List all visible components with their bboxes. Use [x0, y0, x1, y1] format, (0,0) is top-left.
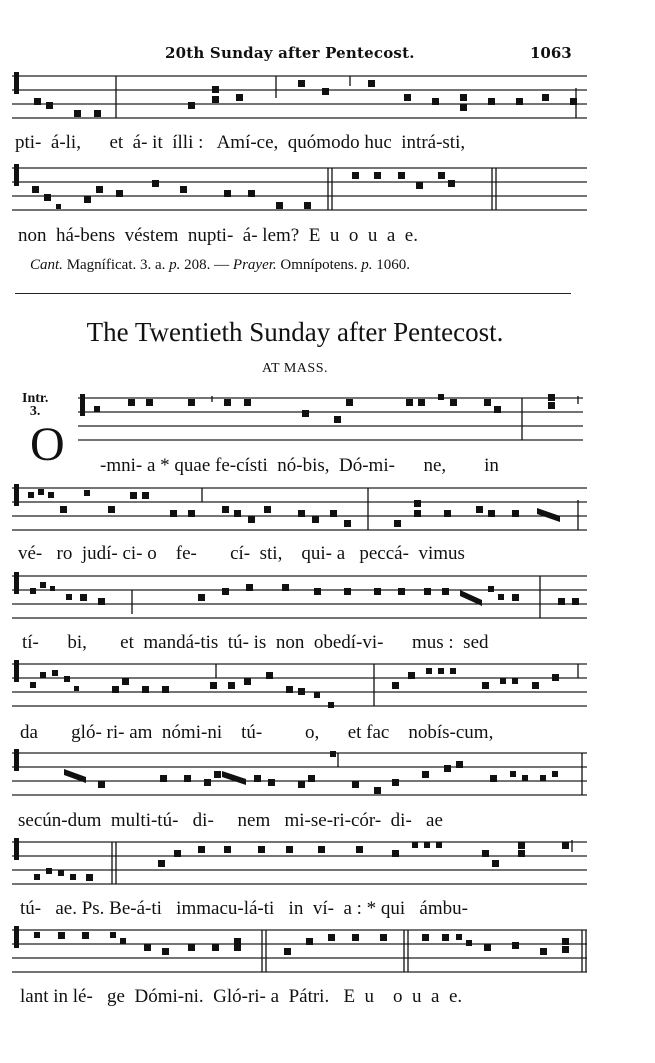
lyrics-line-6: da gló- ri- am nómi-ni tú- o, et fac nobís-cum,	[20, 722, 494, 743]
staff-5	[12, 568, 587, 628]
prayer-label: Prayer.	[232, 257, 277, 273]
initial-letter: O	[30, 418, 65, 471]
staff-4-neumes	[12, 480, 587, 540]
staff-2-neumes	[12, 160, 587, 220]
introit-text: Intr.	[22, 391, 49, 406]
staff-6-neumes	[12, 656, 587, 716]
introit-label	[22, 392, 48, 418]
cant-p: p.	[169, 257, 181, 273]
lyrics-line-8: tú- ae. Ps. Be-á-ti immacu-lá-ti in ví- a : * qui ámbu-	[20, 898, 468, 919]
running-header: 20th Sunday after Pentecost.	[165, 44, 415, 62]
prayer-page: 1060.	[372, 257, 410, 273]
lyrics-line-1: pti- á-li, et á- it ílli : Amí-ce, quómodo huc intrá-sti,	[15, 132, 466, 153]
cant-page: 208. —	[180, 257, 233, 273]
staff-1	[12, 68, 587, 128]
staff-3	[78, 390, 583, 450]
introit-mode: 3.	[29, 404, 41, 419]
staff-8-neumes	[12, 834, 587, 894]
staff-1-neumes	[12, 68, 587, 128]
lyrics-line-4: vé- ro judí- ci- o fe- cí- sti, qui- a peccá- vimus	[18, 543, 465, 564]
lyrics-line-7: secún-dum multi-tú- di- nem mi-se-ri-cór- di- ae	[18, 810, 443, 831]
cant-text: Magníficat. 3. a.	[62, 257, 170, 273]
section-title: The Twentieth Sunday after Pentecost.	[86, 317, 504, 347]
staff-4	[12, 480, 587, 540]
office-references	[30, 257, 410, 274]
staff-2	[12, 160, 587, 220]
section-subtitle: AT MASS.	[262, 361, 328, 376]
prayer-p: p.	[361, 257, 373, 273]
page-number: 1063	[530, 44, 572, 62]
cant-label: Cant.	[30, 257, 63, 273]
lyrics-line-2: non há-bens véstem nupti- á- lem? E u o u a e.	[18, 225, 418, 246]
lyrics-line-3: -mni- a * quae fe-císti nó-bis, Dó-mi- ne, in	[100, 455, 499, 476]
staff-3-neumes	[78, 390, 583, 450]
staff-8	[12, 834, 587, 894]
lyrics-line-5: tí- bi, et mandá-tis tú- is non obedí-vi- mus : sed	[22, 632, 489, 653]
staff-7	[12, 745, 587, 805]
staff-9	[12, 922, 587, 982]
staff-7-neumes	[12, 745, 587, 805]
staff-9-neumes	[12, 922, 587, 982]
staff-5-neumes	[12, 568, 587, 628]
staff-6	[12, 656, 587, 716]
section-divider	[15, 293, 571, 294]
lyrics-line-9: lant in lé- ge Dómi-ni. Gló-ri- a Pátri. E u o u a e.	[20, 986, 463, 1007]
prayer-text: Omnípotens.	[276, 257, 362, 273]
